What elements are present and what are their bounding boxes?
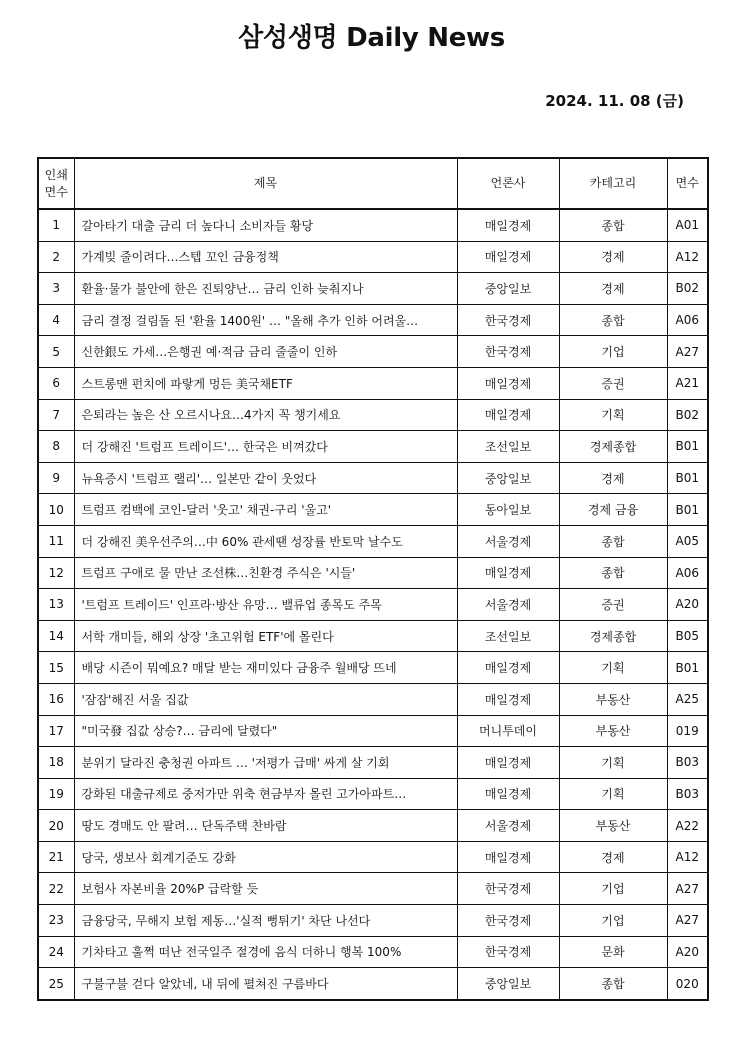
header-print-page-line2: 면수 <box>44 184 68 199</box>
table-row <box>38 873 708 905</box>
row-number-cell: 25 <box>38 968 74 1000</box>
row-number-cell: 11 <box>38 525 74 557</box>
table-row <box>38 715 708 747</box>
article-title-cell: '트럼프 트레이드' 인프라·방산 유망… 밸류업 종목도 주목 <box>74 589 457 621</box>
row-number-cell: 17 <box>38 715 74 747</box>
row-number-cell: 14 <box>38 620 74 652</box>
category-cell: 기획 <box>559 747 667 779</box>
category-cell: 경제 <box>559 241 667 273</box>
article-title-cell: 금리 결정 걸림돌 된 '환율 1400원' … "올해 추가 인하 어려울… <box>74 304 457 336</box>
page-cell: B02 <box>667 399 708 431</box>
press-cell: 조선일보 <box>457 620 559 652</box>
press-cell: 매일경제 <box>457 778 559 810</box>
header-print-page <box>38 158 74 209</box>
row-number-cell: 21 <box>38 841 74 873</box>
article-title-cell: 더 강해진 '트럼프 트레이드'… 한국은 비껴갔다 <box>74 431 457 463</box>
table-row <box>38 399 708 431</box>
article-title-cell: 땅도 경매도 안 팔려… 단독주택 찬바람 <box>74 810 457 842</box>
article-title-cell: 강화된 대출규제로 중저가만 위축 현금부자 몰린 고가아파트… <box>74 778 457 810</box>
category-cell: 문화 <box>559 936 667 968</box>
row-number-cell: 8 <box>38 431 74 463</box>
row-number-cell: 16 <box>38 683 74 715</box>
page-cell: B03 <box>667 747 708 779</box>
page-cell: A06 <box>667 557 708 589</box>
article-title-cell: 트럼프 구애로 물 만난 조선株…친환경 주식은 '시들' <box>74 557 457 589</box>
row-number-cell: 3 <box>38 273 74 305</box>
category-cell: 부동산 <box>559 683 667 715</box>
article-title-cell: 트럼프 컴백에 코인-달러 '웃고' 채권-구리 '울고' <box>74 494 457 526</box>
table-body <box>38 209 708 1000</box>
row-number-cell: 6 <box>38 367 74 399</box>
page-cell: B01 <box>667 462 708 494</box>
row-number-cell: 24 <box>38 936 74 968</box>
category-cell: 부동산 <box>559 810 667 842</box>
table-row <box>38 557 708 589</box>
table-row <box>38 683 708 715</box>
article-title-cell: 은퇴라는 높은 산 오르시나요…4가지 꼭 챙기세요 <box>74 399 457 431</box>
table-row <box>38 462 708 494</box>
header-title: 제목 <box>74 158 457 209</box>
page-cell: A27 <box>667 873 708 905</box>
category-cell: 증권 <box>559 589 667 621</box>
article-title-cell: 갈아타기 대출 금리 더 높다니 소비자들 황당 <box>74 209 457 241</box>
press-cell: 서울경제 <box>457 525 559 557</box>
page-cell: A05 <box>667 525 708 557</box>
article-title-cell: 당국, 생보사 회계기준도 강화 <box>74 841 457 873</box>
category-cell: 기획 <box>559 652 667 684</box>
press-cell: 서울경제 <box>457 589 559 621</box>
category-cell: 부동산 <box>559 715 667 747</box>
page-cell: A21 <box>667 367 708 399</box>
row-number-cell: 18 <box>38 747 74 779</box>
category-cell: 기획 <box>559 778 667 810</box>
category-cell: 기업 <box>559 873 667 905</box>
header-category: 카테고리 <box>559 158 667 209</box>
article-title-cell: '잠잠'해진 서울 집값 <box>74 683 457 715</box>
press-cell: 매일경제 <box>457 557 559 589</box>
table-row <box>38 968 708 1000</box>
article-title-cell: "미국發 집값 상승?… 금리에 달렸다" <box>74 715 457 747</box>
row-number-cell: 2 <box>38 241 74 273</box>
table-row <box>38 241 708 273</box>
news-date: 2024. 11. 08 (금) <box>545 92 684 110</box>
row-number-cell: 15 <box>38 652 74 684</box>
category-cell: 종합 <box>559 968 667 1000</box>
article-title-cell: 금융당국, 무해지 보험 제동…'실적 뻥튀기' 차단 나선다 <box>74 905 457 937</box>
category-cell: 종합 <box>559 525 667 557</box>
page-cell: A22 <box>667 810 708 842</box>
table-row <box>38 209 708 241</box>
press-cell: 매일경제 <box>457 747 559 779</box>
table-row <box>38 304 708 336</box>
page-cell: A20 <box>667 589 708 621</box>
page-cell: A27 <box>667 336 708 368</box>
table-row <box>38 652 708 684</box>
article-title-cell: 배당 시즌이 뭐예요? 매달 받는 재미있다 금융주 월배당 뜨네 <box>74 652 457 684</box>
press-cell: 매일경제 <box>457 683 559 715</box>
page-cell: B01 <box>667 652 708 684</box>
press-cell: 조선일보 <box>457 431 559 463</box>
press-cell: 매일경제 <box>457 367 559 399</box>
table-row <box>38 494 708 526</box>
page-cell: 019 <box>667 715 708 747</box>
category-cell: 종합 <box>559 209 667 241</box>
category-cell: 경제 금융 <box>559 494 667 526</box>
page-cell: A27 <box>667 905 708 937</box>
press-cell: 중앙일보 <box>457 968 559 1000</box>
table-row <box>38 936 708 968</box>
category-cell: 기업 <box>559 336 667 368</box>
row-number-cell: 7 <box>38 399 74 431</box>
page-cell: A20 <box>667 936 708 968</box>
table-row <box>38 336 708 368</box>
press-cell: 동아일보 <box>457 494 559 526</box>
article-title-cell: 신한銀도 가세…은행권 예·적금 금리 줄줄이 인하 <box>74 336 457 368</box>
row-number-cell: 5 <box>38 336 74 368</box>
header-page: 면수 <box>667 158 708 209</box>
row-number-cell: 19 <box>38 778 74 810</box>
article-title-cell: 구불구불 걷다 알았네, 내 뒤에 펼쳐진 구름바다 <box>74 968 457 1000</box>
press-cell: 한국경제 <box>457 905 559 937</box>
page-cell: B01 <box>667 494 708 526</box>
page-cell: A06 <box>667 304 708 336</box>
press-cell: 서울경제 <box>457 810 559 842</box>
page-cell: 020 <box>667 968 708 1000</box>
page-cell: B05 <box>667 620 708 652</box>
category-cell: 종합 <box>559 557 667 589</box>
row-number-cell: 13 <box>38 589 74 621</box>
category-cell: 종합 <box>559 304 667 336</box>
page-cell: B03 <box>667 778 708 810</box>
table-header <box>38 158 708 209</box>
row-number-cell: 9 <box>38 462 74 494</box>
table-row <box>38 589 708 621</box>
article-title-cell: 서학 개미들, 해외 상장 '초고위험 ETF'에 몰린다 <box>74 620 457 652</box>
press-cell: 매일경제 <box>457 399 559 431</box>
table-row <box>38 525 708 557</box>
table-row <box>38 620 708 652</box>
page-cell: A01 <box>667 209 708 241</box>
table-row <box>38 810 708 842</box>
article-title-cell: 더 강해진 美우선주의…中 60% 관세땐 성장률 반토막 날수도 <box>74 525 457 557</box>
article-title-cell: 보험사 자본비율 20%P 급락할 듯 <box>74 873 457 905</box>
page-cell: A12 <box>667 241 708 273</box>
article-title-cell: 스트롱맨 펀치에 파랗게 멍든 美국채ETF <box>74 367 457 399</box>
table-row <box>38 431 708 463</box>
row-number-cell: 23 <box>38 905 74 937</box>
row-number-cell: 12 <box>38 557 74 589</box>
row-number-cell: 22 <box>38 873 74 905</box>
table-row <box>38 841 708 873</box>
press-cell: 매일경제 <box>457 841 559 873</box>
category-cell: 기획 <box>559 399 667 431</box>
category-cell: 경제 <box>559 273 667 305</box>
press-cell: 중앙일보 <box>457 462 559 494</box>
press-cell: 중앙일보 <box>457 273 559 305</box>
table-row <box>38 747 708 779</box>
article-title-cell: 분위기 달라진 충청권 아파트 … '저평가 급매' 싸게 살 기회 <box>74 747 457 779</box>
article-title-cell: 가계빚 줄이려다…스텝 꼬인 금융정책 <box>74 241 457 273</box>
row-number-cell: 1 <box>38 209 74 241</box>
press-cell: 매일경제 <box>457 241 559 273</box>
category-cell: 기업 <box>559 905 667 937</box>
category-cell: 경제종합 <box>559 620 667 652</box>
news-table <box>37 157 709 1001</box>
press-cell: 한국경제 <box>457 936 559 968</box>
row-number-cell: 10 <box>38 494 74 526</box>
page-cell: A25 <box>667 683 708 715</box>
category-cell: 경제 <box>559 841 667 873</box>
press-cell: 한국경제 <box>457 304 559 336</box>
page-cell: B01 <box>667 431 708 463</box>
row-number-cell: 20 <box>38 810 74 842</box>
header-row <box>38 158 708 209</box>
press-cell: 매일경제 <box>457 209 559 241</box>
press-cell: 한국경제 <box>457 873 559 905</box>
press-cell: 한국경제 <box>457 336 559 368</box>
press-cell: 매일경제 <box>457 652 559 684</box>
table-row <box>38 273 708 305</box>
category-cell: 증권 <box>559 367 667 399</box>
row-number-cell: 4 <box>38 304 74 336</box>
page-title: 삼성생명 Daily News <box>238 23 505 53</box>
page-cell: B02 <box>667 273 708 305</box>
table-row <box>38 905 708 937</box>
press-cell: 머니투데이 <box>457 715 559 747</box>
article-title-cell: 기차타고 훌쩍 떠난 전국일주 절경에 음식 더하니 행복 100% <box>74 936 457 968</box>
page-cell: A12 <box>667 841 708 873</box>
table-row <box>38 367 708 399</box>
table-row <box>38 778 708 810</box>
header-press: 언론사 <box>457 158 559 209</box>
header-print-page-line1: 인쇄 <box>44 167 68 182</box>
article-title-cell: 환율·물가 불안에 한은 진퇴양난… 금리 인하 늦춰지나 <box>74 273 457 305</box>
category-cell: 경제 <box>559 462 667 494</box>
article-title-cell: 뉴욕증시 '트럼프 랠리'… 일본만 같이 웃었다 <box>74 462 457 494</box>
category-cell: 경제종합 <box>559 431 667 463</box>
